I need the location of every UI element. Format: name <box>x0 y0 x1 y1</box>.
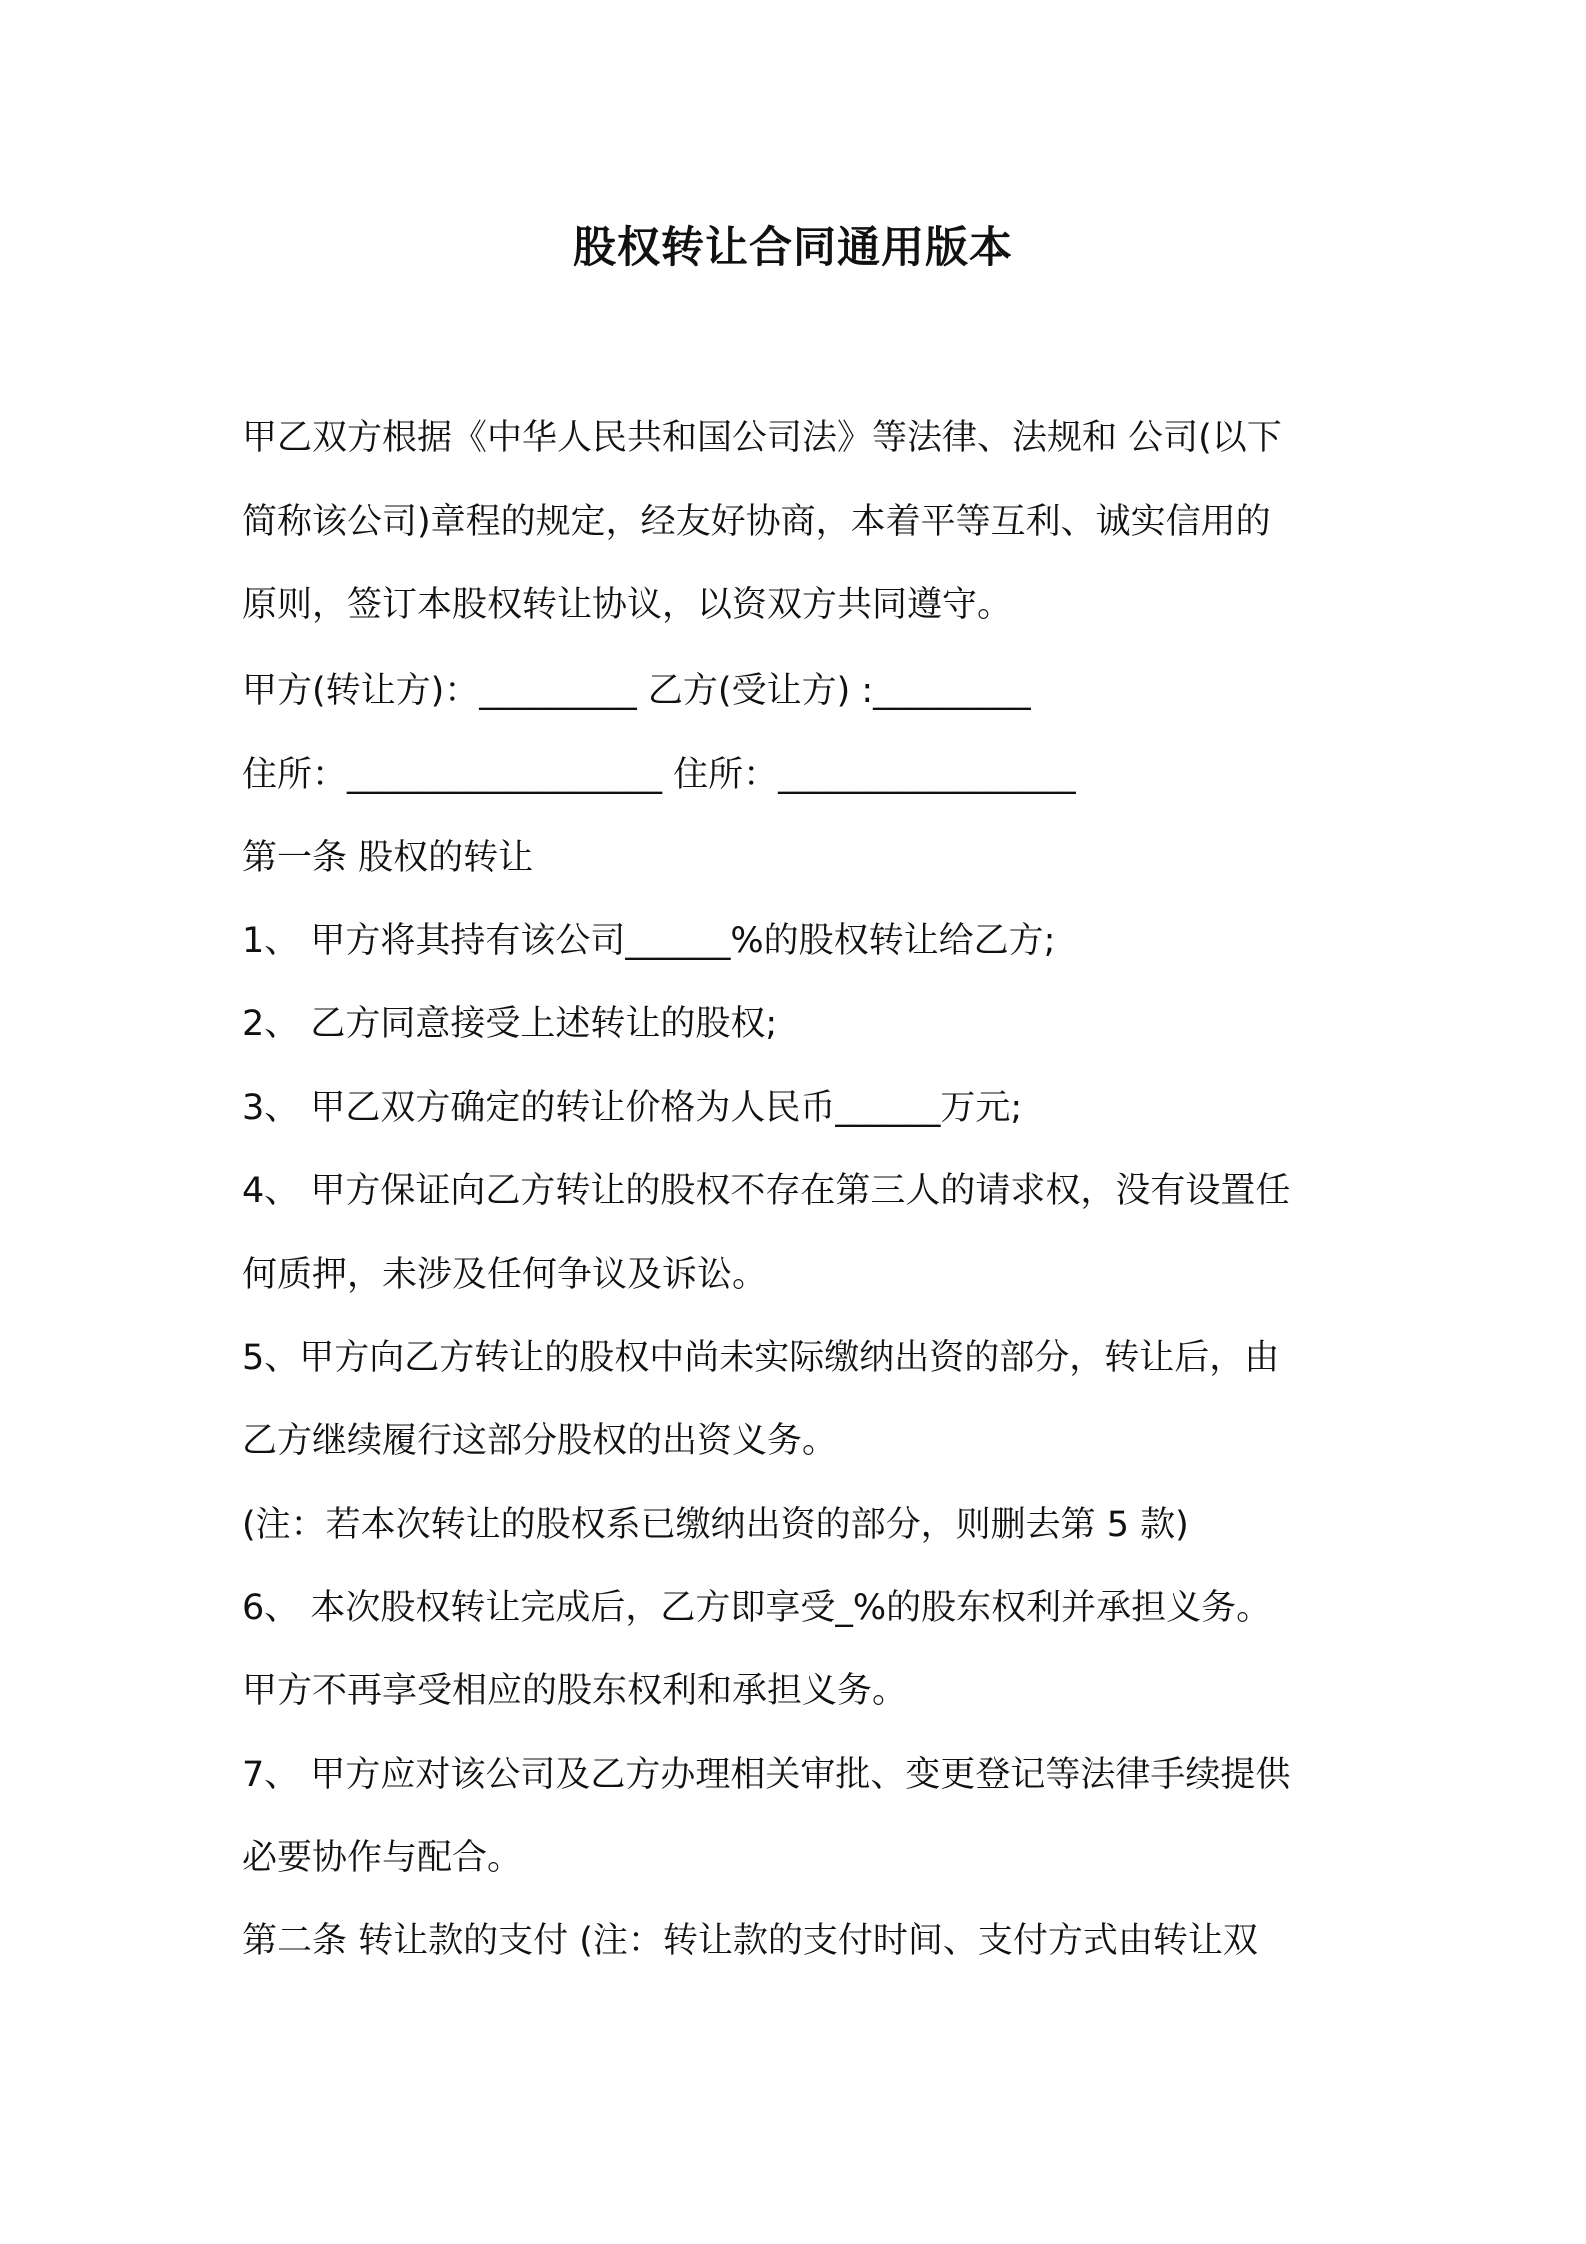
clause-line: 2、 乙方同意接受上述转让的股权; <box>242 1004 778 1044</box>
article-2-heading: 第二条 转让款的支付 (注：转让款的支付时间、支付方式由转让双 <box>242 1921 1258 1961</box>
party-names-line: 甲方(转让方)：_________ 乙方(受让方) :_________ <box>242 671 1031 711</box>
document-title: 股权转让合同通用版本 <box>573 223 1013 273</box>
addresses-line: 住所：__________________ 住所：_________________ <box>242 755 1076 795</box>
clause-line: 6、 本次股权转让完成后，乙方即享受_%的股东权利并承担义务。 <box>242 1588 1272 1628</box>
clause-line: 7、 甲方应对该公司及乙方办理相关审批、变更登记等法律手续提供 <box>242 1755 1291 1795</box>
clause-line: 何质押，未涉及任何争议及诉讼。 <box>242 1255 768 1295</box>
clause-line: 甲方不再享受相应的股东权利和承担义务。 <box>242 1671 908 1711</box>
body-line: 原则，签订本股权转让协议，以资双方共同遵守。 <box>242 585 1013 625</box>
clause-line: 4、 甲方保证向乙方转让的股权不存在第三人的请求权，没有设置任 <box>242 1171 1291 1211</box>
article-1-heading: 第一条 股权的转让 <box>242 838 534 878</box>
clause-line: 乙方继续履行这部分股权的出资义务。 <box>242 1421 838 1461</box>
clause-line: 3、 甲乙双方确定的转让价格为人民币______万元; <box>242 1088 1023 1128</box>
clause-line: 必要协作与配合。 <box>242 1838 523 1878</box>
clause-line: 5、甲方向乙方转让的股权中尚未实际缴纳出资的部分，转让后，由 <box>242 1338 1280 1378</box>
body-line: 甲乙双方根据《中华人民共和国公司法》等法律、法规和 公司(以下 <box>242 418 1282 458</box>
body-line: 简称该公司)章程的规定，经友好协商，本着平等互利、诚实信用的 <box>242 502 1271 542</box>
note-line: (注：若本次转让的股权系已缴纳出资的部分，则删去第 5 款) <box>242 1505 1189 1545</box>
clause-line: 1、 甲方将其持有该公司______%的股权转让给乙方; <box>242 921 1056 961</box>
